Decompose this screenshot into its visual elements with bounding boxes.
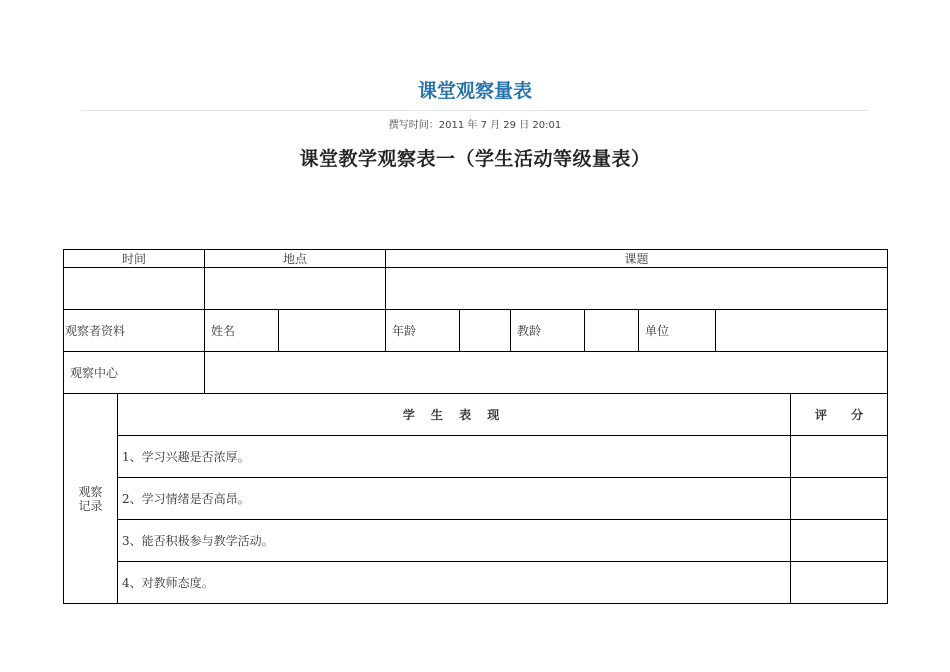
topic-cell[interactable]	[386, 268, 888, 310]
focus-label: 观察中心	[64, 352, 205, 394]
age-cell[interactable]	[460, 310, 511, 352]
name-cell[interactable]	[279, 310, 386, 352]
focus-row	[64, 352, 888, 394]
place-cell[interactable]	[205, 268, 386, 310]
post-meta: 撰写时间：2011 年 7 月 29 日 20:01	[388, 120, 562, 131]
record-label: 观察记录	[64, 394, 118, 604]
teaching-age-label: 教龄	[511, 310, 585, 352]
observer-row	[64, 310, 888, 352]
name-label: 姓名	[205, 310, 279, 352]
header-row	[64, 250, 888, 268]
document-heading: 课堂教学观察表一（学生活动等级量表）	[299, 148, 651, 170]
unit-cell[interactable]	[716, 310, 888, 352]
focus-cell[interactable]	[205, 352, 888, 394]
score-header: 评 分	[791, 394, 888, 436]
score-cell[interactable]	[791, 436, 888, 478]
score-cell[interactable]	[791, 478, 888, 520]
record-item-row	[64, 562, 888, 604]
record-item: 3、能否积极参与教学活动。	[118, 520, 791, 562]
observer-label: 观察者资料	[64, 310, 205, 352]
score-cell[interactable]	[791, 562, 888, 604]
time-cell[interactable]	[64, 268, 205, 310]
place-header: 地点	[205, 250, 386, 268]
post-title: 课堂观察量表	[417, 80, 532, 102]
record-item: 4、对教师态度。	[118, 562, 791, 604]
topic-header: 课题	[386, 250, 888, 268]
record-item: 1、学习兴趣是否浓厚。	[118, 436, 791, 478]
performance-header: 学 生 表 现	[118, 394, 791, 436]
score-cell[interactable]	[791, 520, 888, 562]
record-header-row	[64, 394, 888, 436]
header-value-row	[64, 268, 888, 310]
age-label: 年龄	[386, 310, 460, 352]
title-divider	[82, 110, 868, 111]
record-item-row	[64, 478, 888, 520]
record-item: 2、学习情绪是否高昂。	[118, 478, 791, 520]
record-item-row	[64, 436, 888, 478]
record-item-row	[64, 520, 888, 562]
teaching-age-cell[interactable]	[585, 310, 639, 352]
time-header: 时间	[64, 250, 205, 268]
unit-label: 单位	[639, 310, 716, 352]
observation-table	[63, 249, 888, 604]
